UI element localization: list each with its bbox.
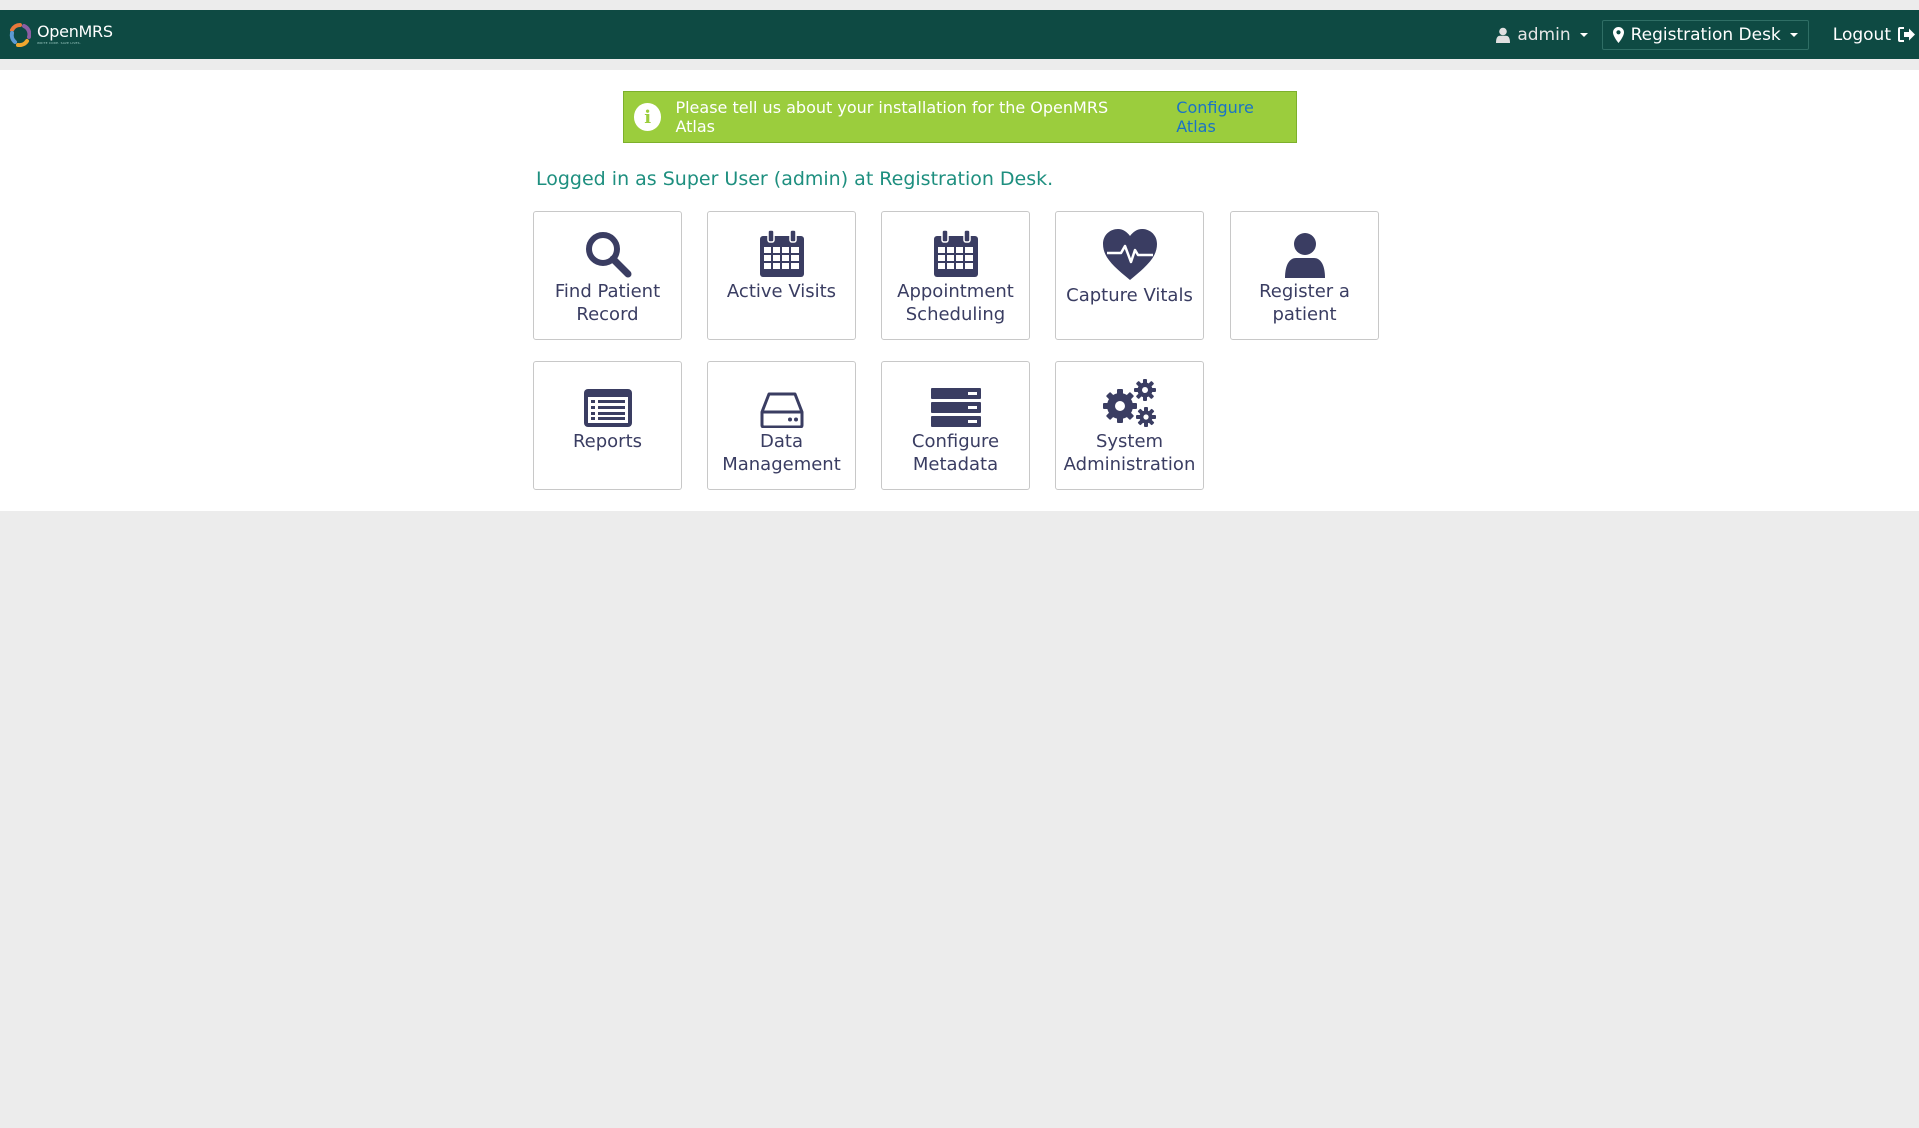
atlas-banner xyxy=(623,91,1297,143)
info-icon: i xyxy=(634,103,661,131)
logged-in-message: Logged in as Super User (admin) at Registration Desk. xyxy=(536,168,1054,190)
openmrs-logo[interactable] xyxy=(9,21,113,48)
app-system-administration[interactable] xyxy=(1055,361,1204,490)
app-label: Find Patient Record xyxy=(554,281,661,325)
user-label: admin xyxy=(1517,24,1571,45)
app-label: Data Management xyxy=(722,431,841,475)
logo-name: OpenMRS xyxy=(37,22,113,41)
openmrs-logo-icon xyxy=(9,23,31,47)
location-menu[interactable] xyxy=(1602,20,1809,50)
user-menu[interactable] xyxy=(1484,10,1601,59)
app-label: System Administration xyxy=(1063,431,1196,475)
app-label: Configure Metadata xyxy=(911,431,1000,475)
app-label: Appointment Scheduling xyxy=(897,281,1014,325)
app-find-patient-record[interactable] xyxy=(533,211,682,340)
chevron-down-icon xyxy=(1580,33,1588,37)
app-reports[interactable] xyxy=(533,361,682,490)
calendar-icon xyxy=(759,230,805,278)
location-label: Registration Desk xyxy=(1630,24,1781,45)
sign-out-icon xyxy=(1898,27,1916,42)
app-label: Register a patient xyxy=(1259,281,1350,325)
banner-message: Please tell us about your installation for the OpenMRS Atlas xyxy=(675,98,1109,136)
app-capture-vitals[interactable] xyxy=(1055,211,1204,340)
app-data-management[interactable] xyxy=(707,361,856,490)
app-label: Capture Vitals xyxy=(1066,285,1193,306)
top-header xyxy=(0,10,1919,59)
calendar-icon xyxy=(933,230,979,278)
app-active-visits[interactable] xyxy=(707,211,856,340)
user-icon xyxy=(1496,27,1510,43)
app-label: Reports xyxy=(572,431,643,452)
app-label: Active Visits xyxy=(726,281,837,302)
app-appointment-scheduling[interactable] xyxy=(881,211,1030,340)
app-configure-metadata[interactable] xyxy=(881,361,1030,490)
list-icon xyxy=(583,388,633,428)
heart-pulse-icon xyxy=(1101,228,1159,282)
server-icon xyxy=(931,388,981,428)
logout-link[interactable] xyxy=(1821,10,1919,59)
search-icon xyxy=(584,230,632,278)
logout-label: Logout xyxy=(1832,24,1891,45)
logo-tagline: WRITE CODE. SAVE LIVES. xyxy=(37,41,81,45)
main-content xyxy=(0,70,1919,511)
hdd-icon xyxy=(760,392,804,428)
map-marker-icon xyxy=(1613,27,1624,43)
user-icon xyxy=(1284,232,1326,278)
chevron-down-icon xyxy=(1790,33,1798,37)
top-strip xyxy=(0,0,1919,10)
configure-atlas-link[interactable]: Configure Atlas xyxy=(1176,98,1254,136)
gears-icon xyxy=(1102,378,1158,428)
app-register-patient[interactable] xyxy=(1230,211,1379,340)
header-nav xyxy=(1484,10,1919,59)
